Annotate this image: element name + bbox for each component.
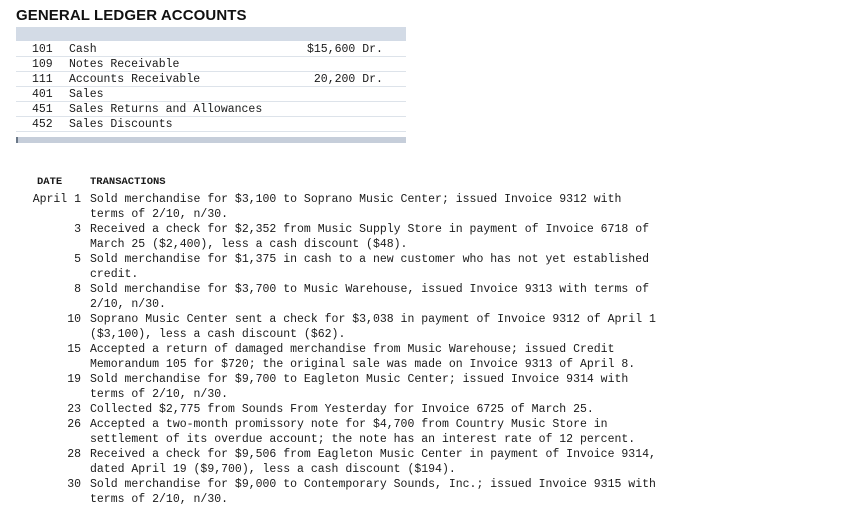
account-name: Sales Returns and Allowances [69, 103, 263, 116]
table-row [16, 57, 406, 72]
transactions-column-header: TRANSACTIONS [90, 176, 166, 188]
date-column-header: DATE [37, 176, 63, 188]
transaction-text: credit. [90, 268, 139, 281]
account-name: Accounts Receivable [69, 73, 201, 86]
transaction-text: Memorandum 105 for $720; the original sale was made on Invoice 9313 of April 8. [90, 358, 636, 371]
transaction-date: April 1 [32, 193, 81, 206]
account-number: 452 [32, 118, 53, 131]
account-number: 451 [32, 103, 53, 116]
table-row [16, 102, 406, 117]
transaction-text: terms of 2/10, n/30. [90, 388, 229, 401]
account-balance: 20,200 Dr. [307, 73, 383, 86]
account-balance: $15,600 Dr. [307, 43, 383, 56]
transaction-text: Sold merchandise for $9,000 to Contemporary Sounds, Inc.; issued Invoice 9315 with [90, 478, 656, 491]
transaction-text: March 25 ($2,400), less a cash discount ($48). [90, 238, 408, 251]
transaction-text: 2/10, n/30. [90, 298, 166, 311]
transaction-text: Sold merchandise for $1,375 in cash to a new customer who has not yet established [90, 253, 649, 266]
table-row [16, 42, 406, 57]
transaction-date: 10 [67, 313, 81, 326]
table-footer-bar [16, 137, 406, 143]
transaction-text: Sold merchandise for $3,100 to Soprano Music Center; issued Invoice 9312 with [90, 193, 622, 206]
transaction-date: 28 [67, 448, 81, 461]
transaction-date: 26 [67, 418, 81, 431]
transaction-date: 3 [74, 223, 81, 236]
transaction-date: 19 [67, 373, 81, 386]
transaction-date: 8 [74, 283, 81, 296]
transaction-text: Sold merchandise for $3,700 to Music Warehouse, issued Invoice 9313 with terms of [90, 283, 649, 296]
transaction-text: terms of 2/10, n/30. [90, 493, 229, 506]
transaction-text: Accepted a two-month promissory note for $4,700 from Country Music Store in [90, 418, 608, 431]
transaction-text: settlement of its overdue account; the note has an interest rate of 12 percent. [90, 433, 636, 446]
transaction-text: Sold merchandise for $9,700 to Eagleton Music Center; issued Invoice 9314 with [90, 373, 629, 386]
table-row [16, 87, 406, 102]
page-title: GENERAL LEDGER ACCOUNTS [16, 7, 247, 24]
transaction-date: 23 [67, 403, 81, 416]
table-header-bar [16, 27, 406, 41]
transaction-text: Received a check for $9,506 from Eagleton Music Center in payment of Invoice 9314, [90, 448, 656, 461]
transaction-text: Accepted a return of damaged merchandise from Music Warehouse; issued Credit [90, 343, 615, 356]
table-row [16, 117, 406, 132]
transaction-date: 15 [67, 343, 81, 356]
transaction-date: 30 [67, 478, 81, 491]
transaction-date: 5 [74, 253, 81, 266]
transaction-text: ($3,100), less a cash discount ($62). [90, 328, 346, 341]
transaction-text: terms of 2/10, n/30. [90, 208, 229, 221]
account-number: 401 [32, 88, 53, 101]
account-number: 101 [32, 43, 53, 56]
table-row [16, 72, 406, 87]
transaction-text: dated April 19 ($9,700), less a cash discount ($194). [90, 463, 456, 476]
account-name: Cash [69, 43, 97, 56]
transaction-text: Received a check for $2,352 from Music Supply Store in payment of Invoice 6718 of [90, 223, 649, 236]
account-name: Sales Discounts [69, 118, 173, 131]
ledger-accounts-table [16, 27, 406, 145]
transaction-text: Collected $2,775 from Sounds From Yesterday for Invoice 6725 of March 25. [90, 403, 594, 416]
account-number: 109 [32, 58, 53, 71]
account-number: 111 [32, 73, 53, 86]
transaction-text: Soprano Music Center sent a check for $3,038 in payment of Invoice 9312 of April 1 [90, 313, 656, 326]
account-name: Sales [69, 88, 104, 101]
account-name: Notes Receivable [69, 58, 180, 71]
